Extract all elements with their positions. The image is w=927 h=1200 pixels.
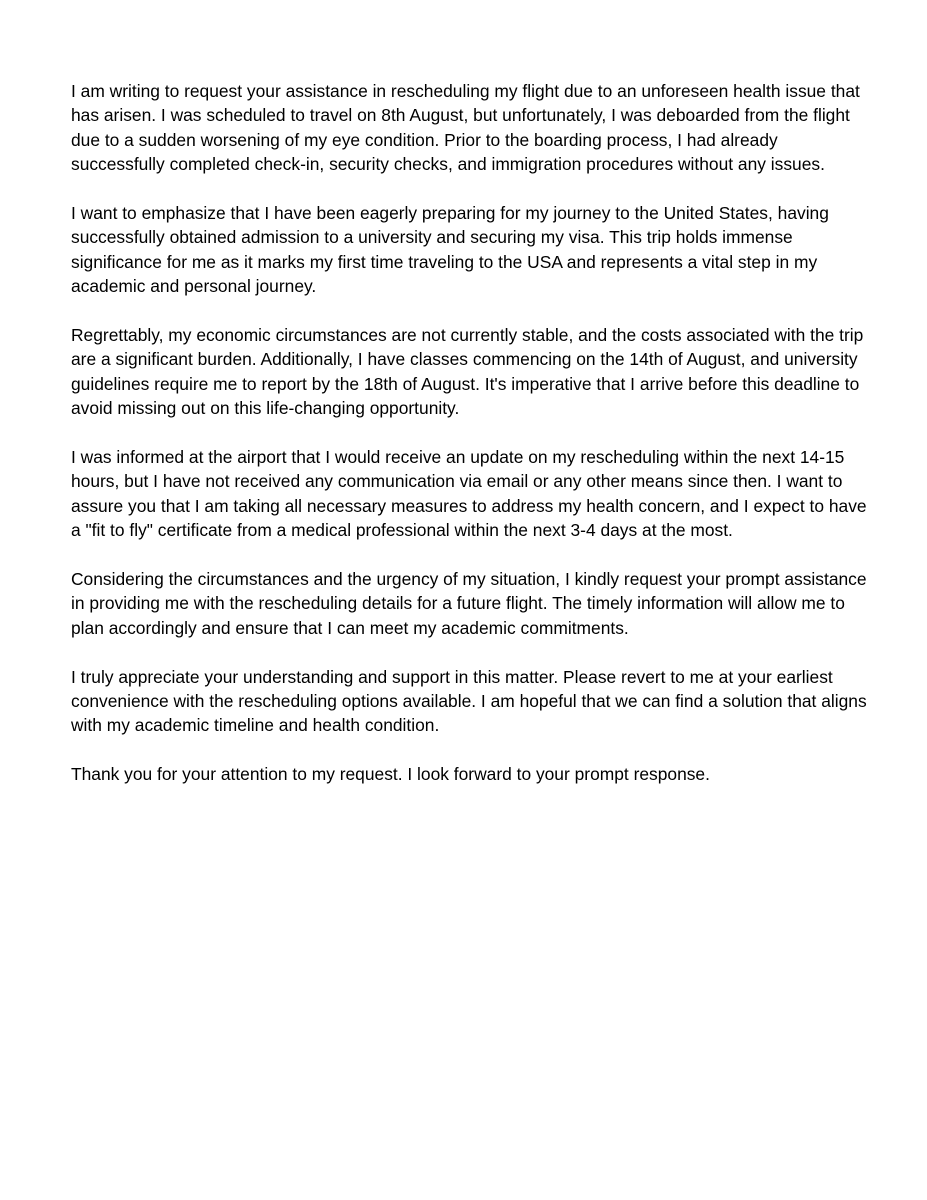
paragraph-request: Considering the circumstances and the urgency of my situation, I kindly request your prompt assistance in providing me with the rescheduling details for a future flight. The timely information will allow me to plan accordingly and ensure that I can meet my academic commitments. [71,569,867,638]
paragraph-closing: Thank you for your attention to my request. I look forward to your prompt response. [71,764,710,785]
paragraph-journey: I want to emphasize that I have been eagerly preparing for my journey to the United States, having successfully obtained admission to a university and securing my visa. This trip holds immense significance for me as it marks my first time traveling to the USA and represents a vital step in my academic and personal journey. [71,203,829,297]
paragraph-airport-update: I was informed at the airport that I would receive an update on my rescheduling within the next 14-15 hours, but I have not received any communication via email or any other means since then. I want to assure you that I am taking all necessary measures to address my health concern, and I expect to have a "fit to fly" certificate from a medical professional within the next 3-4 days at the most. [71,447,867,541]
letter-body [71,79,871,811]
paragraph-circumstances: Regrettably, my economic circumstances are not currently stable, and the costs associated with the trip are a significant burden. Additionally, I have classes commencing on the 14th of August, and university guidelines require me to report by the 18th of August. It's imperative that I arrive before this deadline to avoid missing out on this life-changing opportunity. [71,325,864,419]
paragraph-intro: I am writing to request your assistance in rescheduling my flight due to an unforeseen health issue that has arisen. I was scheduled to travel on 8th August, but unfortunately, I was deboarded from the flight due to a sudden worsening of my eye condition. Prior to the boarding process, I had already successfully completed check-in, security checks, and immigration procedures without any issues. [71,81,860,175]
paragraph-appreciation: I truly appreciate your understanding and support in this matter. Please revert to me at your earliest convenience with the rescheduling options available. I am hopeful that we can find a solution that aligns with my academic timeline and health condition. [71,666,867,736]
